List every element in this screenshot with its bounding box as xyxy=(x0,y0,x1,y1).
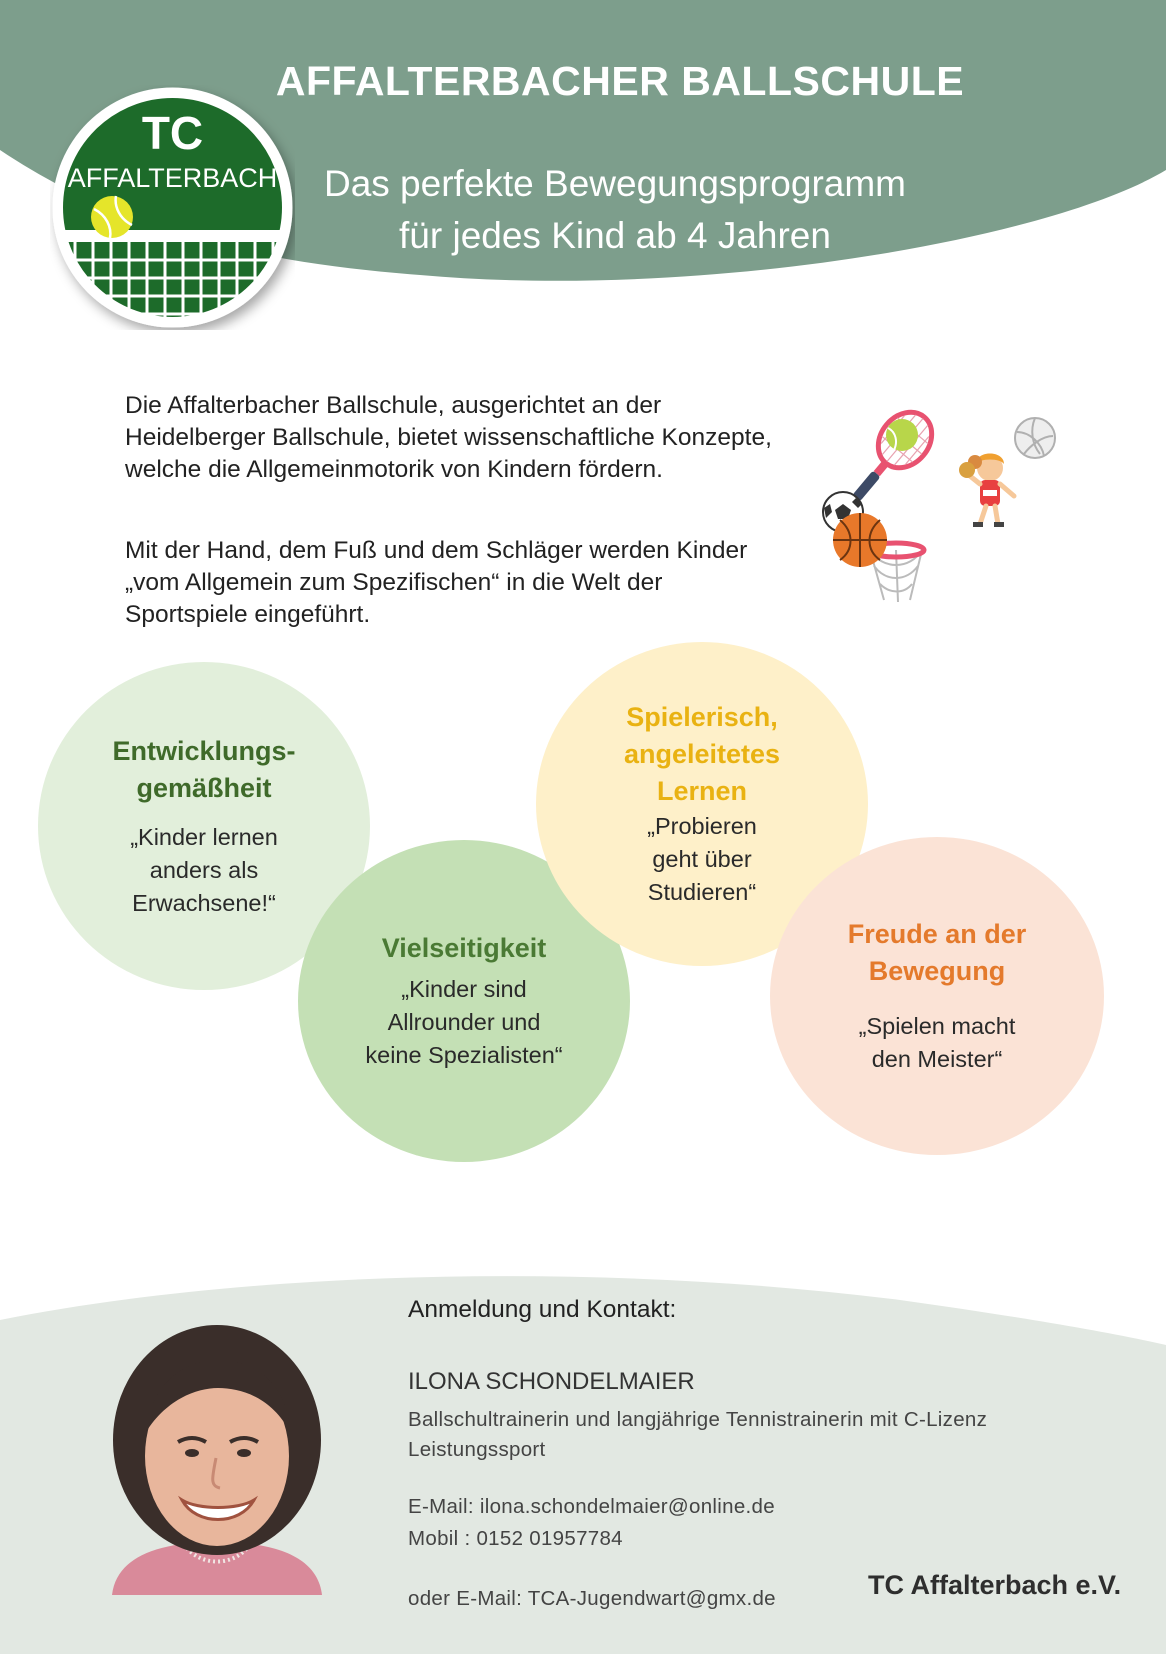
principle-quote: „Kinder lernen anders als Erwachsene!“ xyxy=(130,823,278,916)
portrait-photo-icon xyxy=(92,1320,342,1595)
logo-text-tc: TC xyxy=(141,107,204,159)
subtitle-line-2: für jedes Kind ab 4 Jahren xyxy=(399,215,831,256)
principle-title: Freude an der Bewegung xyxy=(847,919,1027,986)
logo-text-affalterbach: AFFALTERBACH xyxy=(67,163,278,193)
contact-heading: Anmeldung und Kontakt: xyxy=(408,1296,677,1323)
contact-role-line-2: Leistungssport xyxy=(408,1438,546,1461)
intro-paragraph-1: Die Affalterbacher Ballschule, ausgerichtet an der Heidelberger Ballschule, bietet wissenschaftliche Konzepte, welche die Allgemeinmotorik von Kindern fördern. xyxy=(125,392,772,483)
principle-circle-freude xyxy=(770,837,1104,1155)
intro-paragraph-2: Mit der Hand, dem Fuß und dem Schläger werden Kinder „vom Allgemein zum Spezifischen“ in die Welt der Sportspiele eingeführt. xyxy=(125,537,748,628)
principle-title: Entwicklungs-gemäßheit xyxy=(112,735,296,803)
page-title: AFFALTERBACHER BALLSCHULE xyxy=(275,58,965,104)
contact-alt-email: oder E-Mail: TCA-Jugendwart@gmx.de xyxy=(408,1587,776,1610)
contact-role-line-1: Ballschultrainerin und langjährige Tennistrainerin mit C-Lizenz xyxy=(408,1408,988,1431)
sports-clipart-icon xyxy=(810,400,1070,630)
principle-quote: „Spielen macht den Meister“ xyxy=(858,1013,1016,1072)
page-subtitle xyxy=(290,158,940,262)
contact-name: ILONA SCHONDELMAIER xyxy=(408,1368,695,1395)
subtitle-line-1: Das perfekte Bewegungsprogramm xyxy=(323,163,906,204)
contact-mobile: Mobil : 0152 01957784 xyxy=(408,1527,623,1550)
club-name: TC Affalterbach e.V. xyxy=(868,1570,1122,1600)
club-logo xyxy=(50,85,295,330)
principle-title: Vielseitigkeit xyxy=(381,933,547,963)
sports-illustration xyxy=(810,400,1070,630)
contact-email: E-Mail: ilona.schondelmaier@online.de xyxy=(408,1495,775,1518)
tennis-club-logo-icon xyxy=(50,85,295,330)
principle-title: Spielerisch, angeleitetes Lernen xyxy=(623,702,781,806)
trainer-portrait xyxy=(92,1320,342,1595)
principle-quote: „Probieren geht über Studieren“ xyxy=(647,813,757,905)
contact-role xyxy=(408,1405,1108,1465)
principle-quote: „Kinder sind Allrounder und keine Spezialisten“ xyxy=(365,976,563,1068)
